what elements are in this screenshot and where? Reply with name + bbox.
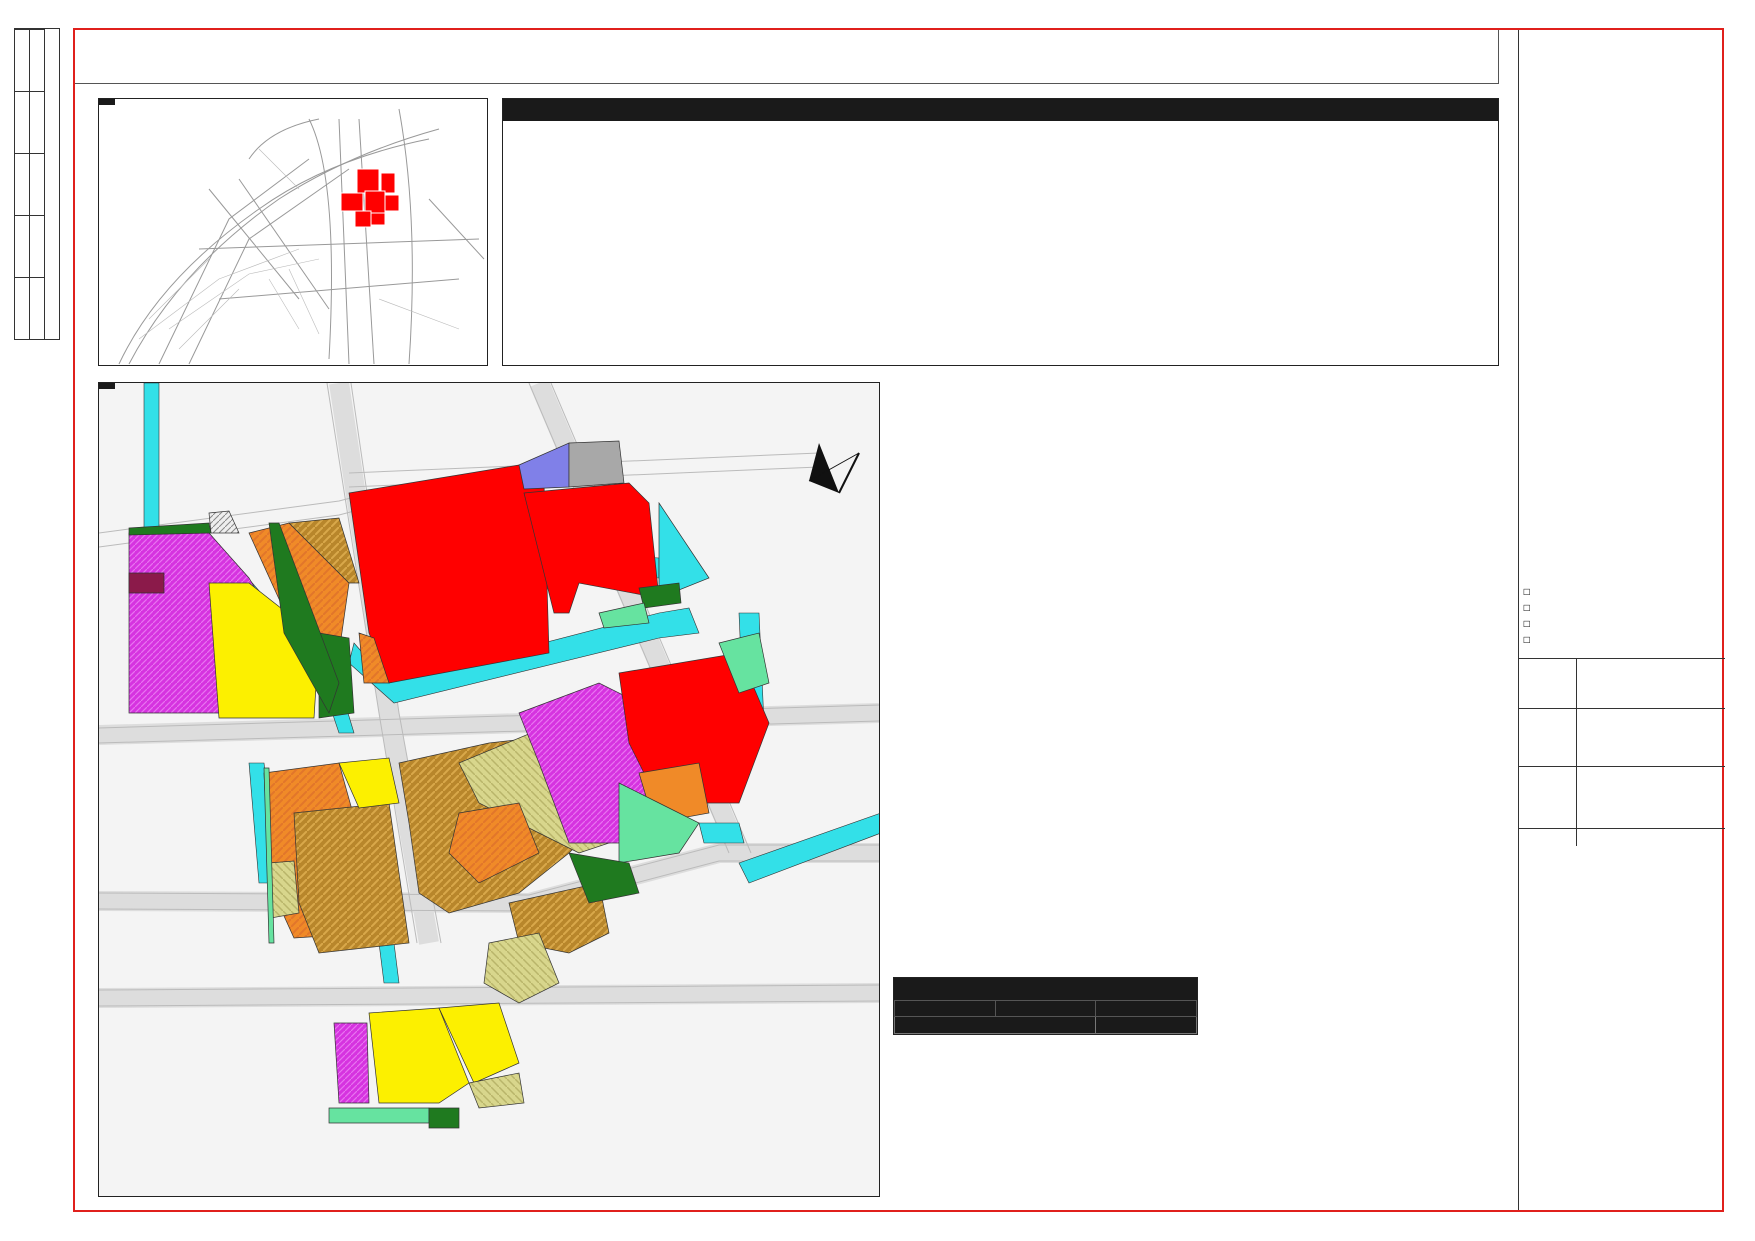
location-map [98,98,488,366]
summary-header [995,1001,1096,1017]
drawing-row [1519,766,1725,828]
location-map-title [99,99,115,105]
indicator-table [502,98,1499,366]
summary-header [1096,1001,1197,1017]
strip-cell [15,29,29,91]
indicator-table-title [503,99,1498,121]
land-use-plan [98,382,880,1197]
strip-cell [30,29,44,91]
title-block [1518,30,1724,1210]
strip-cell [30,153,44,215]
summary-table [893,977,1198,1035]
project-row [1519,708,1725,766]
plan-map-svg [99,383,880,1197]
project-label [1519,709,1577,766]
plan-title [99,383,115,389]
location-map-svg [99,99,488,366]
strip-cell [15,91,29,153]
summary-total-label [895,1017,1096,1034]
summary-header [895,1001,996,1017]
plan-notes [895,388,1505,397]
signature-head-row [1519,828,1725,846]
cert-line: ☐ [1523,588,1531,598]
north-arrow [799,423,869,507]
summary-total-value [1096,1017,1197,1034]
client-label [1519,659,1577,708]
summary-title [894,978,1197,1000]
signature-strip [14,28,60,340]
cert-line: ☐ [1523,636,1531,646]
strip-cell [30,215,44,277]
drawing-title [75,30,1499,84]
drawing-label [1519,767,1577,828]
strip-cell [30,277,44,339]
plan-legend [743,955,878,961]
cert-line: ☐ [1523,620,1531,630]
client-row [1519,658,1725,708]
strip-cell [15,153,29,215]
strip-cell [15,215,29,277]
strip-cell [15,277,29,339]
strip-cell [30,91,44,153]
cert-line: ☐ [1523,604,1531,614]
